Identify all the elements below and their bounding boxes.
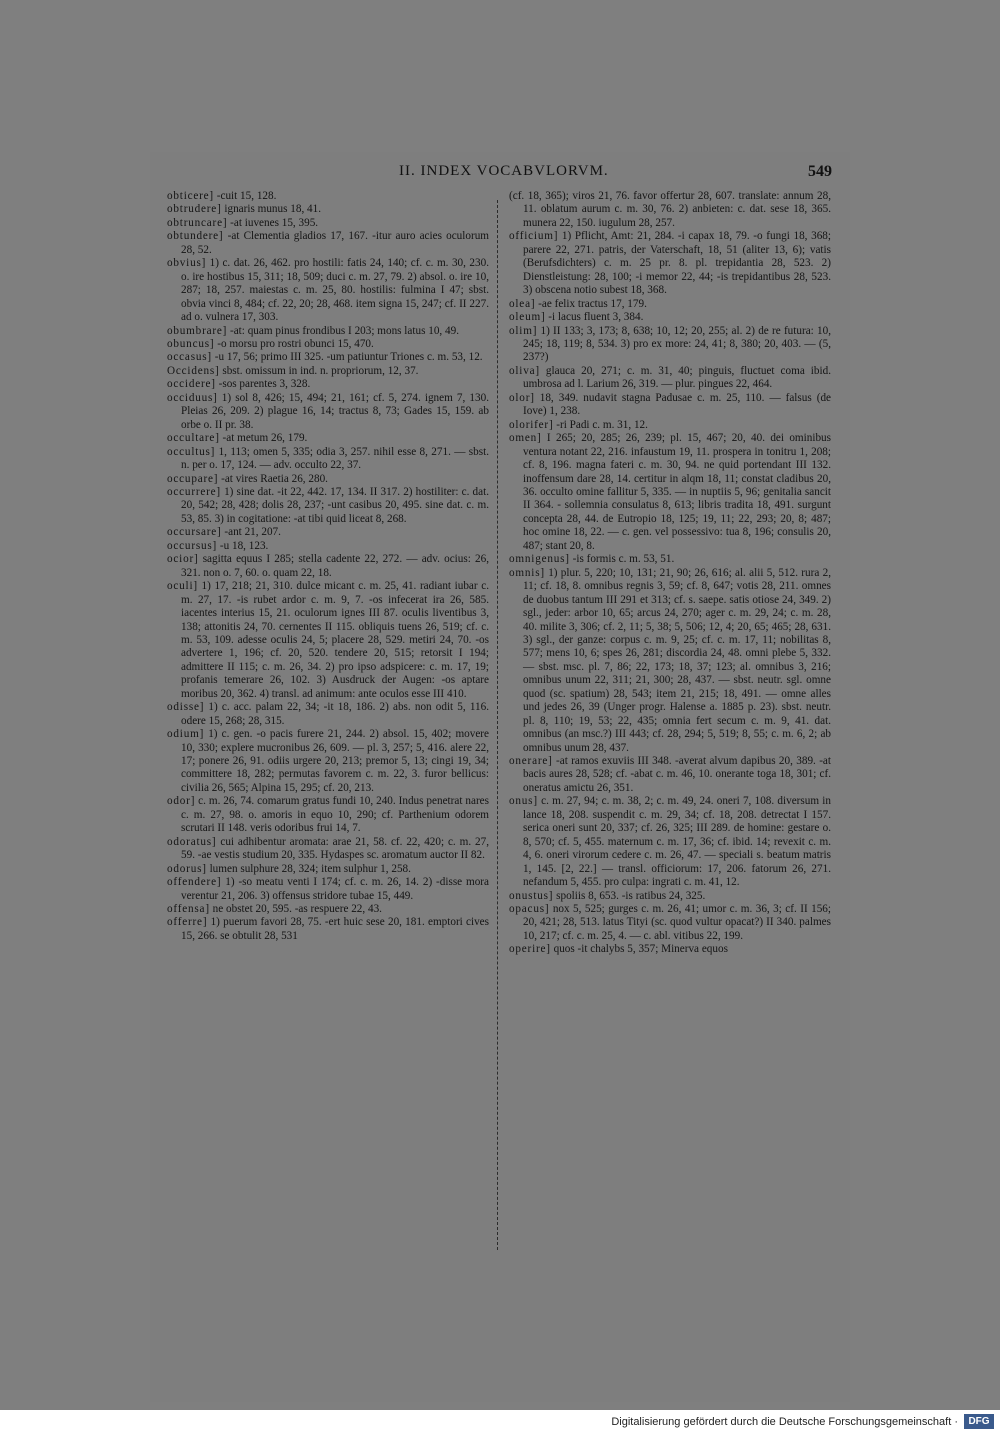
- entry-text: glauca 20, 271; c. m. 31, 40; pinguis, fluctuet coma ibid. umbrosa ad l. Larium 26, 319. — plur. pingues 22, 464.: [523, 364, 831, 391]
- dictionary-entry: [167, 351, 489, 364]
- entry-lemma: odisse]: [167, 701, 205, 714]
- entry-lemma: obumbrare]: [167, 324, 228, 337]
- entry-text: 1, 113; omen 5, 335; odia 3, 257. nihil esse 8, 271. — sbst. n. per o. 17, 124. — adv. occulto 22, 37.: [181, 445, 489, 472]
- entry-lemma: odorus]: [167, 862, 207, 875]
- entry-lemma: onus]: [509, 795, 538, 808]
- entry-text: 18, 349. nudavit stagna Padusae c. m. 25, 110. — falsus (de Iove) 1, 238.: [523, 391, 831, 418]
- dictionary-entry: [509, 553, 831, 566]
- entry-lemma: occupare]: [167, 472, 219, 485]
- entry-lemma: odor]: [167, 795, 196, 808]
- dictionary-entry: [167, 728, 489, 795]
- column-divider: [497, 200, 499, 1250]
- dictionary-entry: [167, 486, 489, 526]
- dictionary-entry: [167, 836, 489, 863]
- entry-text: 1) c. acc. palam 22, 34; -it 18, 186. 2) abs. non odit 5, 116. odere 15, 268; 28, 315.: [181, 701, 489, 727]
- entry-text: -sos parentes 3, 328.: [215, 378, 311, 391]
- entry-lemma: occurrere]: [167, 485, 221, 498]
- dictionary-entry: [167, 526, 489, 539]
- entry-text: -at: quam pinus frondibus I 203; mons latus 10, 49.: [227, 324, 460, 337]
- dictionary-entry: [167, 203, 489, 216]
- entry-lemma: occasus]: [167, 351, 212, 364]
- dictionary-entry: [509, 419, 831, 432]
- entry-text: spoliis 8, 653. -is ratibus 24, 325.: [553, 889, 706, 902]
- dictionary-entry: [509, 190, 831, 230]
- entry-lemma: obtruncare]: [167, 216, 228, 229]
- entry-lemma: olor]: [509, 391, 535, 404]
- entry-lemma: omnis]: [509, 566, 545, 579]
- dictionary-entry: [167, 473, 489, 486]
- entry-lemma: occultus]: [167, 445, 216, 458]
- entry-lemma: odium]: [167, 728, 205, 741]
- entry-text: -u 18, 123.: [217, 539, 269, 552]
- entry-text: nox 5, 525; gurges c. m. 26, 41; umor c. m. 36, 3; cf. II 156; 20, 421; 28, 513. latus Tityi (sc. quod vultur opacat?) II 340. palmes 10, 217; cf. c. m. 25, 4. — c. abl. vitibus 22, 199.: [523, 903, 831, 942]
- entry-text: 1) -so meatu venti I 174; cf. c. m. 26, 14. 2) -disse mora verentur 21, 206. 3) offensus stridore tubae 15, 449.: [181, 876, 489, 902]
- entry-lemma: odoratus]: [167, 835, 217, 848]
- entry-text: 1) plur. 5, 220; 10, 131; 21, 90; 26, 616; al. alii 5, 512. rura 2, 11; cf. 18, 8. omnibus regnis 3, 59; cf. 8, 647; votis 28, 211. omnes de duobus tantum III 291 et 313; cf. s. saepe. satis otiose 24, 349. 2) sgl., jeder: arbor 10, 65; arcus 24, 270; ager c. m. 29, 24; c. m. 28, 40. milite 3, 306; cf. 2, 11; 5, 38; 5, 506; 12, 4; 20, 65; 465; 28, 631. 3) sgl., der ganze: corpus c. m. 9, 25; cf. c. m. 17, 11; nobilitas 8, 577; mens 10, 6; spes 26, 281; discordia 24, 48. omni plebe 5, 332. — sbst. msc. pl. 7, 86; 22, 173; 18, 37; 123; al. omnibus 3, 216; omnibus unum 22, 311; 21, 300; 28, 437. — sbst. neutr. sgl. omne quod (sc. spatium) 28, 543; item 21, 215; 18, 491. — omne alles und jedes 26, 39 (Unger progr. Halense a. 1885 p. 23). sbst. neutr. pl. 8, 110; 19, 53; 22, 435; omnia fert secum c. m. 9, 41. dat. omnibus (an msc.?) III 443; cf. 28, 294; 5, 519; 8, 55; c. m. 6, 2; ab omnibus unum 28, 437.: [523, 566, 831, 754]
- entry-text: sagitta equus I 285; stella cadente 22, 272. — adv. ocius: 26, 321. non o. 7, 60. o. quam 22, 18.: [181, 553, 489, 579]
- dictionary-entry: [167, 580, 489, 701]
- entry-text: lumen sulphure 28, 324; item sulphur 1, 258.: [206, 862, 411, 875]
- entry-text: cui adhibentur aromata: arae 21, 58. cf. 22, 420; c. m. 27, 59. -ae vestis studium 20, 335. Hydaspes sc. aromatum auctor II 82.: [181, 835, 489, 862]
- entry-lemma: officium]: [509, 230, 559, 243]
- entry-lemma: Occidens]: [167, 364, 220, 377]
- dictionary-entry: [167, 432, 489, 445]
- entry-lemma: obuncus]: [167, 337, 215, 350]
- entry-text: ignaris munus 18, 41.: [221, 203, 322, 216]
- entry-lemma: omen]: [509, 432, 542, 445]
- dictionary-entry: [167, 392, 489, 432]
- dictionary-entry: [509, 365, 831, 392]
- dictionary-entry: [509, 298, 831, 311]
- dictionary-entry: [167, 540, 489, 553]
- dictionary-entry: [167, 257, 489, 324]
- entry-text: -at Clementia gladios 17, 167. -itur auro acies oculorum 28, 52.: [181, 230, 489, 256]
- entry-text: -o morsu pro rostri obunci 15, 470.: [214, 337, 374, 350]
- entry-lemma: operire]: [509, 943, 551, 956]
- right-column: [509, 190, 831, 1250]
- entry-text: I 265; 20, 285; 26, 239; pl. 15, 467; 20, 40. dei ominibus ventura notant 22, 216. infaustum 19, 11. prospera in tonitru 1, 208; cf. 8, 196. magna fateri c. m. 30, 94. ne quid portendant III 132. inoffensum dare 28, 14. certitur in alqm 18, 11; constat cladibus 20, 36. occulto omine fallitur 5, 335. — in nuptiis 5, 96; genitalia sancit II 364. - sollemnia consulatus 8, 613; libris tradita 18, 491. surgunt concepta 28, 44. de Eutropio 18, 125; 19, 11; 22, 293; 20, 8; 487; hoc omine 18, 22. — c. gen. vel possessivo: tua 8, 196; consulis 20, 487; stant 20, 8.: [523, 432, 831, 552]
- entry-lemma: olim]: [509, 324, 538, 337]
- entry-text: -at iuvenes 15, 395.: [227, 216, 319, 229]
- entry-text: 1) Pflicht, Amt: 21, 284. -i capax 18, 79. -o fungi 18, 368; parere 22, 271. patris, der Vaterschaft, 18, 51 (aliter 13, 6); vatis (Berufsdichters) c. m. 25 pr. 8. pl. trepidantia 28, 523. 2) Dienstleistung: 28, 100; -i memor 22, 44; -is trepidantibus 28, 523. 3) obscena notio subest 18, 368.: [523, 230, 831, 297]
- dictionary-entry: [167, 553, 489, 580]
- entry-text: ne obstet 20, 595. -as respuere 22, 43.: [209, 903, 382, 916]
- dictionary-entry: [509, 795, 831, 889]
- dictionary-entry: [167, 378, 489, 391]
- dictionary-entry: [509, 392, 831, 419]
- dictionary-entry: [509, 325, 831, 365]
- running-header-title: II. INDEX VOCABVLORVM.: [399, 163, 609, 179]
- entry-lemma: offerre]: [167, 916, 208, 929]
- entry-text: -at vires Raetia 26, 280.: [218, 472, 328, 485]
- dictionary-entry: [167, 190, 489, 203]
- funding-notice: Digitalisierung gefördert durch die Deutsche Forschungsgemeinschaft ·: [611, 1416, 958, 1428]
- dictionary-entry: [167, 876, 489, 903]
- dictionary-entry: [167, 217, 489, 230]
- dictionary-entry: [167, 446, 489, 473]
- left-column: [167, 190, 489, 1250]
- entry-lemma: occursus]: [167, 539, 218, 552]
- dictionary-entry: [509, 567, 831, 755]
- entry-text: (cf. 18, 365); viros 21, 76. favor offertur 28, 607. translate: annum 28, 11. oblatum aurum c. m. 30, 76. 2) anbieten: c. dat. sese 18, 365. munera 22, 150. iugulum 28, 257.: [509, 190, 831, 229]
- entry-text: quos -it chalybs 5, 357; Minerva equos: [550, 943, 728, 956]
- dfg-logo-icon: DFG: [964, 1414, 994, 1429]
- entry-lemma: omnigenus]: [509, 553, 570, 566]
- dictionary-entry: [167, 903, 489, 916]
- entry-lemma: onustus]: [509, 889, 554, 902]
- entry-lemma: onerare]: [509, 755, 553, 768]
- entry-lemma: oleum]: [509, 311, 546, 324]
- entry-lemma: occidere]: [167, 378, 216, 391]
- entry-lemma: ocior]: [167, 553, 199, 566]
- dictionary-entry: [167, 795, 489, 835]
- entry-text: 1) c. gen. -o pacis furere 21, 244. 2) absol. 15, 402; movere 10, 330; explere mucronibus 26, 609. — pl. 3, 257; 5, 416. alere 22, 17; ponere 26, 91. odiis urgere 20, 213; premor 5, 13; cingi 19, 34; committere 18, 282; permutas favorem c. m. 22, 3. furor bellicus: civilia 26, 565; Alpina 15, 295; cf. 20, 213.: [181, 728, 489, 794]
- entry-text: 1) sine dat. -it 22, 442. 17, 134. II 317. 2) hostiliter: c. dat. 20, 542; 28, 428; dolis 28, 237; -unt casibus 20, 495. sine dat. c. m. 53, 85. 3) in cogitatione: -at tibi quid liceat 8, 268.: [181, 485, 489, 525]
- entry-text: 1) c. dat. 26, 462. pro hostili: fatis 24, 140; cf. c. m. 30, 230. o. ire hostibus 15, 311; 18, 509; duci c. m. 27, 79. 2) absol. o. ire 10, 287; 18, 257. maiestas c. m. 25, 80. hostilis: fulmina I 47; sbst. obvia vinci 8, 484; cf. 22, 20; 28, 468. item signa 15, 247; cf. II 227. ad o. vulnera 17, 303.: [181, 257, 489, 324]
- entry-text: sbst. omissum in ind. n. propriorum, 12, 37.: [219, 364, 419, 377]
- dictionary-entry: [509, 903, 831, 943]
- dictionary-entry: [167, 365, 489, 378]
- entry-lemma: obvius]: [167, 257, 207, 270]
- entry-lemma: olorifer]: [509, 418, 554, 431]
- dictionary-entry: [509, 890, 831, 903]
- footer-bar: [0, 1410, 1000, 1434]
- entry-lemma: offensa]: [167, 903, 210, 916]
- dictionary-entry: [167, 916, 489, 943]
- dictionary-entry: [167, 863, 489, 876]
- entry-text: 1) 17, 218; 21, 310. dulce micant c. m. 25, 41. radiant iubar c. m. 27, 17. -is rubet ardor c. m. 9, 7. -os infecerat ira 26, 585. iacentes interius 15, 21. oculorum ignes III 87. oculis liventibus 3, 138; attonitis 24, 70. cernentes II 115. obliquis tuens 26, 519; cf. c. m. 53, 109. adesse oculis 24, 5; placere 28, 529. metiri 24, 70. -os advertere 1, 196; cf. 20, 520. tendere 20, 515; retorsit I 194; admittere II 115; c. m. 26, 34. 2) pro ipso adspicere: c. m. 17, 19; profanis temerare 26, 102. 3) Ausdruck der Augen: -os aptare moribus 20, 362. 4) transl. ad animum: ante oculos esse III 410.: [181, 580, 489, 700]
- entry-lemma: obticere]: [167, 190, 214, 202]
- dictionary-entry: [167, 325, 489, 338]
- entry-lemma: occultare]: [167, 432, 220, 445]
- dictionary-entry: [167, 338, 489, 351]
- entry-lemma: obtundere]: [167, 230, 224, 243]
- dictionary-entry: [509, 311, 831, 324]
- dictionary-entry: [509, 943, 831, 956]
- entry-text: -at ramos exuviis III 348. -averat alvum dapibus 20, 389. -at bacis aures 28, 528; cf. -abat c. m. 46, 10. onerante toga 18, 301; cf. oneratus amictu 26, 351.: [523, 755, 831, 794]
- entry-lemma: oliva]: [509, 364, 540, 377]
- entry-text: -cuit 15, 128.: [213, 190, 277, 202]
- entry-text: -ri Padi c. m. 31, 12.: [553, 418, 648, 431]
- entry-text: 1) puerum favori 28, 75. -ert huic sese 20, 181. emptori cives 15, 266. se obtulit 28, 531: [181, 916, 489, 942]
- entry-text: -at metum 26, 179.: [219, 432, 308, 445]
- dictionary-entry: [167, 230, 489, 257]
- entry-lemma: oculi]: [167, 580, 198, 593]
- entry-lemma: olea]: [509, 297, 536, 310]
- entry-text: -ae felix tractus 17, 179.: [535, 297, 647, 310]
- entry-lemma: obtrudere]: [167, 203, 222, 216]
- dictionary-entry: [509, 230, 831, 297]
- entry-text: -u 17, 56; primo III 325. -um patiuntur Triones c. m. 53, 12.: [211, 351, 483, 364]
- entry-text: -is formis c. m. 53, 51.: [569, 553, 675, 566]
- entry-text: c. m. 26, 74. comarum gratus fundi 10, 240. Indus penetrat nares c. m. 27, 98. o. amoris in equo 10, 290; cf. Parthenium odorem scrutari II 148. veris odoribus frui 14, 7.: [181, 795, 489, 835]
- entry-text: -i lacus fluent 3, 384.: [545, 311, 644, 324]
- dictionary-entry: [509, 755, 831, 795]
- page-number: 549: [808, 163, 832, 180]
- entry-lemma: occursare]: [167, 526, 222, 539]
- entry-lemma: opacus]: [509, 903, 550, 916]
- entry-text: -ant 21, 207.: [221, 526, 281, 539]
- dictionary-entry: [509, 432, 831, 553]
- entry-text: 1) sol 8, 426; 15, 494; 21, 161; cf. 5, 274. ignem 7, 130. Pleias 26, 209. 2) plague 16, 14; tractus 8, 73; Gades 15, 159. ab orbe o. II pr. 38.: [181, 391, 489, 431]
- dictionary-entry: [167, 701, 489, 728]
- entry-lemma: occiduus]: [167, 391, 218, 404]
- entry-lemma: offendere]: [167, 876, 222, 889]
- entry-text: c. m. 27, 94; c. m. 38, 2; c. m. 49, 24. oneri 7, 108. diversum in lance 18, 208. suspendit c. m. 29, 34; cf. 18, 208. detrectat I 157. serica oneri sunt 20, 337; cf. 26, 325; III 289. de homine: gestare o. 8, 570; cf. 5, 455. maternum c. m. 17, 36; cf. ibid. 14; revexit c. m. 4, 6. oneri virorum cedere c. m. 26, 47. — speciali s. beatum matris 1, 145. [2, 22.] — transl. officiorum: 17, 206. fatorum 26, 271. nefandum 5, 455. pro culpa: ingrati c. m. 41, 12.: [523, 795, 831, 889]
- entry-text: 1) II 133; 3, 173; 8, 638; 10, 12; 20, 255; al. 2) de re futura: 10, 245; 18, 119; 8, 534. 3) pro ex more: 24, 41; 8, 380; 20, 403. — (5, 237?): [523, 324, 831, 364]
